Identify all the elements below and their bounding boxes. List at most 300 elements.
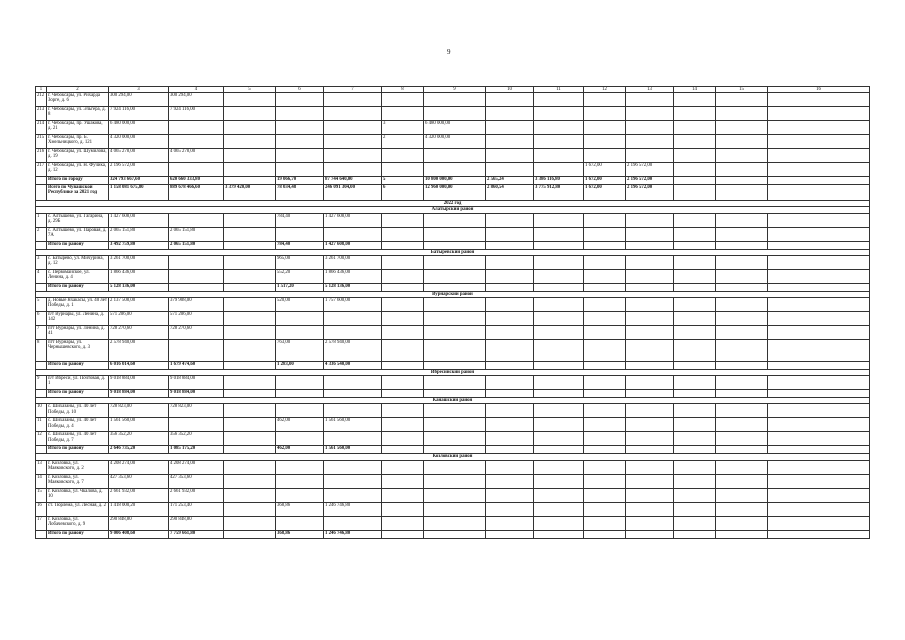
value-cell	[486, 446, 534, 454]
row-number: 14	[36, 474, 47, 488]
value-cell	[424, 298, 486, 312]
value-cell: 7 924 116,00	[169, 107, 224, 121]
column-number-cell: 11	[534, 87, 584, 93]
value-cell	[382, 474, 424, 488]
value-cell	[424, 93, 486, 107]
value-cell	[626, 135, 674, 149]
value-cell	[768, 149, 870, 163]
row-number: 216	[36, 149, 47, 163]
value-cell	[674, 418, 716, 432]
value-cell	[276, 390, 324, 398]
value-cell	[626, 446, 674, 454]
value-cell	[584, 404, 626, 418]
value-cell	[276, 135, 324, 149]
value-cell	[716, 362, 768, 370]
value-cell	[584, 298, 626, 312]
value-cell	[486, 93, 534, 107]
value-cell	[768, 488, 870, 502]
row-number: 12	[36, 432, 47, 446]
value-cell	[674, 326, 716, 340]
page-number: 9	[447, 48, 451, 56]
value-cell	[584, 241, 626, 249]
value-cell	[584, 530, 626, 538]
value-cell	[626, 474, 674, 488]
table-row	[36, 121, 870, 135]
value-cell	[224, 149, 276, 163]
value-cell	[674, 135, 716, 149]
value-cell	[674, 269, 716, 283]
value-cell	[486, 488, 534, 502]
value-cell	[716, 340, 768, 362]
value-cell	[716, 121, 768, 135]
value-cell: 784,40	[276, 213, 324, 227]
value-cell	[324, 376, 382, 390]
row-number	[36, 390, 47, 398]
value-cell: 7 924 116,00	[109, 107, 169, 121]
value-cell: 1 517,20	[276, 283, 324, 291]
value-cell	[768, 298, 870, 312]
value-cell: 571 206,00	[169, 312, 224, 326]
address-cell: д. Новые Яхакасы, ул. 40 лет Победы, д. 1	[47, 298, 109, 312]
column-number-cell: 2	[47, 87, 109, 93]
value-cell	[324, 135, 382, 149]
value-cell: 6 480 000,00	[424, 121, 486, 135]
value-cell: 2 661 932,00	[109, 488, 169, 502]
value-cell	[276, 227, 324, 241]
value-cell	[584, 121, 626, 135]
table-row	[36, 432, 870, 446]
value-cell	[716, 213, 768, 227]
value-cell: 9 018 884,00	[109, 376, 169, 390]
value-cell	[486, 376, 534, 390]
address-cell: г. Чебоксары, ул. Шумилова, д. 19	[47, 149, 109, 163]
column-number-cell: 4	[169, 87, 224, 93]
value-cell	[424, 474, 486, 488]
value-cell	[324, 163, 382, 177]
column-number-cell: 14	[674, 87, 716, 93]
column-number-cell: 15	[716, 87, 768, 93]
value-cell	[486, 283, 534, 291]
address-cell: п/т Ибреси, ул. Почтовая, д. 1	[47, 376, 109, 390]
address-cell: г. Чебоксары, ул. Рихарда Зорге, д. 6	[47, 93, 109, 107]
value-cell: 290 848,80	[169, 516, 224, 530]
value-cell	[486, 530, 534, 538]
value-cell: 571 206,00	[109, 312, 169, 326]
value-cell	[716, 298, 768, 312]
value-cell: 2 196 572,00	[109, 163, 169, 177]
value-cell	[534, 390, 584, 398]
value-cell: 9 018 884,00	[169, 376, 224, 390]
value-cell	[382, 255, 424, 269]
value-cell	[382, 516, 424, 530]
value-cell	[534, 121, 584, 135]
value-cell: 19 066,70	[276, 177, 324, 185]
total-row	[36, 362, 870, 370]
table-row	[36, 163, 870, 177]
value-cell	[424, 516, 486, 530]
value-cell	[424, 390, 486, 398]
value-cell: 368,86	[276, 502, 324, 516]
row-number: 10	[36, 404, 47, 418]
value-cell	[584, 488, 626, 502]
value-cell	[584, 516, 626, 530]
value-cell: 9 018 884,00	[109, 390, 169, 398]
value-cell	[626, 340, 674, 362]
value-cell	[626, 390, 674, 398]
value-cell: 5	[382, 177, 424, 185]
value-cell	[324, 432, 382, 446]
district-name: Ибресинский район	[36, 370, 870, 376]
value-cell	[716, 283, 768, 291]
value-cell: 1 283,00	[276, 362, 324, 370]
value-cell	[534, 530, 584, 538]
value-cell	[626, 432, 674, 446]
value-cell: 784,40	[276, 241, 324, 249]
value-cell	[584, 376, 626, 390]
value-cell	[424, 376, 486, 390]
row-number: 9	[36, 376, 47, 390]
value-cell	[382, 298, 424, 312]
address-cell: Итого по району	[47, 530, 109, 538]
value-cell	[584, 283, 626, 291]
value-cell: 4 208 274,00	[109, 460, 169, 474]
value-cell	[768, 530, 870, 538]
value-cell	[768, 460, 870, 474]
value-cell	[584, 340, 626, 362]
address-cell: с. Шихазаны, ул. 40 лет Победы, д. 10	[47, 404, 109, 418]
value-cell: 728 823,00	[169, 404, 224, 418]
value-cell	[224, 177, 276, 185]
value-cell	[534, 312, 584, 326]
value-cell	[626, 488, 674, 502]
value-cell: 2 065 151,80	[169, 241, 224, 249]
value-cell	[534, 446, 584, 454]
value-cell	[486, 213, 534, 227]
row-number: 13	[36, 460, 47, 474]
value-cell	[324, 474, 382, 488]
value-cell	[674, 502, 716, 516]
value-cell	[224, 107, 276, 121]
value-cell	[534, 340, 584, 362]
value-cell	[486, 326, 534, 340]
value-cell	[224, 488, 276, 502]
value-cell	[224, 516, 276, 530]
address-cell: с. Алтышево, ул. Паровая, д. 7А	[47, 227, 109, 241]
value-cell: 356 352,20	[169, 432, 224, 446]
value-cell	[716, 516, 768, 530]
row-number	[36, 177, 47, 185]
value-cell	[716, 269, 768, 283]
value-cell	[382, 241, 424, 249]
value-cell: 3 261 700,00	[324, 255, 382, 269]
value-cell	[224, 432, 276, 446]
value-cell	[534, 362, 584, 370]
value-cell: 171 253,40	[169, 502, 224, 516]
value-cell	[534, 460, 584, 474]
value-cell	[382, 446, 424, 454]
value-cell	[626, 213, 674, 227]
value-cell: 1 246 746,80	[324, 530, 382, 538]
value-cell	[674, 404, 716, 418]
value-cell	[424, 255, 486, 269]
address-cell: с. Шихазаны, ул. 40 лет Победы, д. 7	[47, 432, 109, 446]
value-cell	[324, 93, 382, 107]
value-cell	[674, 255, 716, 269]
value-cell: 1 418 000,20	[109, 502, 169, 516]
value-cell: 3 775 912,80	[534, 185, 584, 201]
value-cell: 3 386 116,80	[534, 177, 584, 185]
value-cell	[584, 362, 626, 370]
row-number	[36, 185, 47, 201]
value-cell	[324, 227, 382, 241]
column-number-cell: 8	[382, 87, 424, 93]
address-cell: г. Чебоксары, ул. Н. Фучика, д. 12	[47, 163, 109, 177]
row-number	[36, 446, 47, 454]
value-cell: 368,86	[276, 530, 324, 538]
value-cell: 763,00	[276, 340, 324, 362]
value-cell	[674, 390, 716, 398]
value-cell	[424, 163, 486, 177]
total-row	[36, 390, 870, 398]
value-cell	[716, 474, 768, 488]
table-row	[36, 404, 870, 418]
value-cell	[674, 446, 716, 454]
row-number: 3	[36, 255, 47, 269]
value-cell	[382, 432, 424, 446]
value-cell	[169, 135, 224, 149]
address-cell: г. Козловка, ул. Чкалова, д. 10	[47, 488, 109, 502]
value-cell	[224, 213, 276, 227]
value-cell	[486, 121, 534, 135]
value-cell: 2 065 151,80	[169, 227, 224, 241]
value-cell: 356 352,20	[109, 432, 169, 446]
value-cell	[224, 135, 276, 149]
value-cell	[626, 418, 674, 432]
value-cell	[424, 241, 486, 249]
table-row	[36, 340, 870, 362]
value-cell: 6 016 014,60	[109, 362, 169, 370]
value-cell	[276, 376, 324, 390]
table-body	[36, 87, 870, 539]
value-cell	[584, 326, 626, 340]
value-cell	[674, 516, 716, 530]
value-cell	[674, 185, 716, 201]
value-cell	[716, 446, 768, 454]
address-cell: с. Шихазаны, ул. 40 лет Победы, д. 4	[47, 418, 109, 432]
value-cell	[674, 312, 716, 326]
value-cell	[584, 255, 626, 269]
address-cell: с. Батырево, ул. Мичурина, д. 12	[47, 255, 109, 269]
value-cell	[486, 227, 534, 241]
value-cell	[716, 227, 768, 241]
value-cell	[382, 530, 424, 538]
total-row	[36, 241, 870, 249]
value-cell	[768, 326, 870, 340]
value-cell	[224, 326, 276, 340]
address-cell: г. Козловка, ул. Маяковского, д. 2	[47, 460, 109, 474]
value-cell	[626, 362, 674, 370]
value-cell	[486, 298, 534, 312]
value-cell	[674, 432, 716, 446]
value-cell: 2 196 572,00	[626, 185, 674, 201]
value-cell: 4 065 278,00	[109, 149, 169, 163]
value-cell: 4 065 278,00	[169, 149, 224, 163]
value-cell	[768, 163, 870, 177]
value-cell	[674, 241, 716, 249]
column-number-cell: 7	[324, 87, 382, 93]
value-cell	[382, 213, 424, 227]
address-cell: г. Чебоксары, пр. Ушакова, д. 21	[47, 121, 109, 135]
value-cell	[768, 312, 870, 326]
total-row	[36, 177, 870, 185]
value-cell	[674, 530, 716, 538]
value-cell	[674, 227, 716, 241]
value-cell	[716, 312, 768, 326]
value-cell	[716, 149, 768, 163]
value-cell: 1 561 560,00	[324, 418, 382, 432]
value-cell: 324 793 667,60	[109, 177, 169, 185]
value-cell: 728 823,00	[109, 404, 169, 418]
column-number-cell: 6	[276, 87, 324, 93]
value-cell	[224, 460, 276, 474]
value-cell	[768, 227, 870, 241]
value-cell: 427 353,60	[109, 474, 169, 488]
value-cell	[768, 404, 870, 418]
value-cell	[584, 418, 626, 432]
value-cell	[584, 149, 626, 163]
row-number: 7	[36, 326, 47, 340]
value-cell: 1 679 474,60	[169, 362, 224, 370]
value-cell	[224, 255, 276, 269]
value-cell	[584, 213, 626, 227]
value-cell	[768, 340, 870, 362]
value-cell	[768, 107, 870, 121]
value-cell	[169, 418, 224, 432]
address-cell: г. Чебоксары, пр. Б. Хмельницкого, д. 121	[47, 135, 109, 149]
value-cell: 2 578 940,00	[324, 340, 382, 362]
value-cell: 1 866 436,00	[109, 269, 169, 283]
value-cell	[382, 404, 424, 418]
address-cell: п/т Вурнары, ул. Ленина, д. 142	[47, 312, 109, 326]
value-cell	[674, 376, 716, 390]
district-name: Канашский район	[36, 398, 870, 404]
address-cell: с. Алтышево, ул. Гагарина, д. 29Б	[47, 213, 109, 227]
value-cell	[674, 121, 716, 135]
value-cell	[768, 135, 870, 149]
address-cell: пгт Вурнары, ул. Ленина, д. 41	[47, 326, 109, 340]
value-cell	[424, 312, 486, 326]
value-cell: 12 960 000,00	[424, 185, 486, 201]
value-cell	[276, 460, 324, 474]
table-row	[36, 93, 870, 107]
table-row	[36, 149, 870, 163]
value-cell	[716, 241, 768, 249]
address-cell: Итого по району	[47, 283, 109, 291]
value-cell: 4 208 274,00	[169, 460, 224, 474]
value-cell	[674, 93, 716, 107]
value-cell	[276, 516, 324, 530]
table-row	[36, 326, 870, 340]
value-cell	[768, 432, 870, 446]
value-cell	[382, 376, 424, 390]
value-cell	[584, 460, 626, 474]
value-cell	[224, 340, 276, 362]
address-cell: г. Козловка, ул. Лобачевского, д. 9	[47, 516, 109, 530]
table-row	[36, 255, 870, 269]
row-number: 4	[36, 269, 47, 283]
value-cell: 246 091 304,00	[324, 185, 382, 201]
year-label: 2022 год	[36, 201, 870, 207]
value-cell	[224, 418, 276, 432]
value-cell	[534, 255, 584, 269]
value-cell	[534, 227, 584, 241]
value-cell: 4 320 000,00	[109, 135, 169, 149]
value-cell	[224, 474, 276, 488]
value-cell	[674, 340, 716, 362]
value-cell	[486, 163, 534, 177]
value-cell	[584, 269, 626, 283]
value-cell	[584, 135, 626, 149]
value-cell: 78 034,48	[276, 185, 324, 201]
value-cell	[486, 418, 534, 432]
value-cell	[486, 404, 534, 418]
value-cell	[486, 516, 534, 530]
value-cell: 889 678 466,60	[169, 185, 224, 201]
value-cell: 1 672,00	[584, 185, 626, 201]
value-cell	[424, 446, 486, 454]
total-row	[36, 185, 870, 201]
value-cell	[382, 488, 424, 502]
value-cell	[224, 312, 276, 326]
value-cell	[768, 177, 870, 185]
value-cell	[716, 418, 768, 432]
row-number: 2	[36, 227, 47, 241]
value-cell	[276, 93, 324, 107]
value-cell	[169, 163, 224, 177]
value-cell: 7 759 661,80	[169, 530, 224, 538]
value-cell	[768, 121, 870, 135]
value-cell	[626, 93, 674, 107]
value-cell	[424, 227, 486, 241]
value-cell: 4 320 000,00	[424, 135, 486, 149]
address-cell: г. Чебоксары, ул. Эльгера, д. 8	[47, 107, 109, 121]
value-cell	[626, 227, 674, 241]
value-cell	[276, 432, 324, 446]
value-cell	[486, 241, 534, 249]
value-cell	[276, 121, 324, 135]
value-cell: 2 565,24	[486, 177, 534, 185]
value-cell	[424, 418, 486, 432]
row-number	[36, 362, 47, 370]
value-cell	[486, 312, 534, 326]
value-cell	[382, 107, 424, 121]
value-cell	[716, 432, 768, 446]
value-cell: 379 908,00	[169, 298, 224, 312]
value-cell	[486, 340, 534, 362]
value-cell: 1 427 608,00	[324, 241, 382, 249]
value-cell	[169, 269, 224, 283]
value-cell	[224, 298, 276, 312]
table-row	[36, 312, 870, 326]
value-cell	[382, 312, 424, 326]
value-cell	[276, 488, 324, 502]
value-cell	[324, 149, 382, 163]
row-number: 214	[36, 121, 47, 135]
value-cell	[534, 432, 584, 446]
value-cell: 300 294,00	[169, 93, 224, 107]
value-cell	[424, 107, 486, 121]
value-cell: 2 196 572,00	[626, 177, 674, 185]
